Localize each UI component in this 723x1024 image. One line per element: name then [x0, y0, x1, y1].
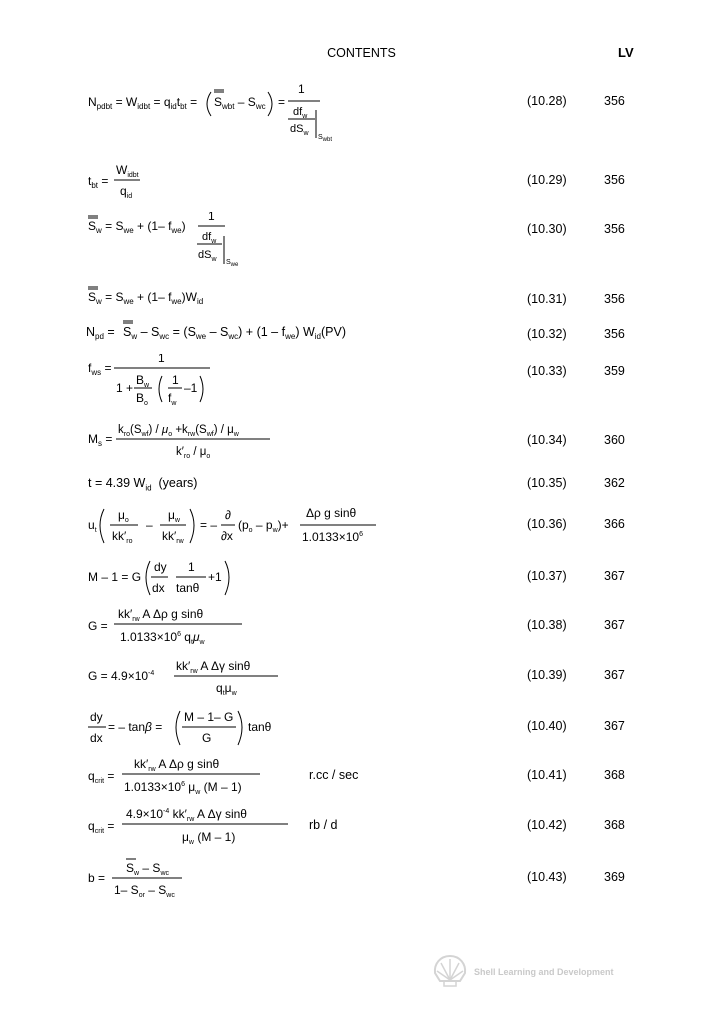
equation-row	[0, 163, 723, 200]
equation-number: (10.42)	[527, 818, 567, 832]
svg-text:G = 4.9×10-4: $G = 4.9\times 10^{-4}$	[88, 669, 155, 683]
equation-formula	[88, 804, 298, 848]
page-header-number: LV	[618, 45, 634, 60]
svg-text:dy: dy	[90, 710, 103, 724]
svg-text:M – 1 = G: M – 1 = G	[88, 570, 142, 584]
equation-formula	[88, 161, 168, 201]
svg-text:M – 1– G: M – 1– G	[184, 710, 234, 724]
equation-unit: rb / d	[309, 818, 338, 832]
svg-text:G =: G =	[88, 619, 108, 633]
svg-text:Widbt: $W_{idbt}$	[116, 163, 139, 179]
svg-text:(po – pw)+: $(p_o - p_w)+$	[238, 518, 289, 534]
equation-row	[0, 212, 723, 268]
equation-formula	[88, 421, 298, 461]
svg-text:fws =: $f_{ws}$ =	[88, 361, 112, 377]
svg-text:tanθ: tanθ	[248, 720, 272, 734]
svg-text:1: 1	[188, 560, 195, 574]
page-reference: 356	[604, 222, 625, 236]
page-reference: 356	[604, 292, 625, 306]
equation-row	[0, 476, 723, 494]
equation-number: (10.37)	[527, 569, 567, 583]
svg-text:kk′rw A Δρ g sinθ: $kk'_{rw}$ A Δρ g sinθ	[134, 757, 220, 773]
page-reference: 367	[604, 569, 625, 583]
equation-row	[0, 607, 723, 646]
svg-text:+1: +1	[208, 570, 222, 584]
svg-text:1.0133×106: $1.0133\times 10^6$	[302, 530, 363, 544]
equation-number: (10.43)	[527, 870, 567, 884]
svg-text:Swe: Swe	[226, 259, 239, 268]
svg-text:tanθ: tanθ	[176, 581, 200, 595]
svg-text:Swbt: Swbt	[318, 134, 333, 142]
equation-number: (10.38)	[527, 618, 567, 632]
equation-formula	[88, 654, 288, 698]
svg-text:1.0133×106 qtμw: $1.0133\times 10^6$ $q_t\mu_w$	[120, 630, 205, 646]
equation-formula	[86, 318, 386, 348]
svg-text:kro(Swf) / μo +krw(Swf) / μw: $k_{ro}(S_{wf}) / \mu_o +k_{rw}(S_{wf}) / \mu_w$	[118, 424, 239, 438]
shell-pecten-icon	[432, 954, 468, 988]
equation-number: (10.36)	[527, 517, 567, 531]
svg-text:= –: = –	[200, 518, 218, 532]
svg-text:Bo: $B_o$	[136, 391, 148, 407]
svg-text:dSw: $dS_w$	[290, 123, 309, 137]
svg-text:kk′rw A Δγ sinθ: $kk'_{rw}$ A Δγ sinθ	[176, 659, 251, 675]
svg-text:1.0133×106 μw (M – 1): $1.0133\times 10^6$ $\mu_w$ (M – 1)	[124, 780, 242, 796]
svg-text:qcrit =: $q_{crit}$ =	[88, 819, 115, 835]
equation-number: (10.32)	[527, 327, 567, 341]
equation-formula	[88, 705, 288, 749]
equation-number: (10.35)	[527, 476, 567, 490]
equation-number: (10.41)	[527, 768, 567, 782]
equation-row	[0, 424, 723, 460]
equation-row	[0, 354, 723, 407]
equation-formula	[88, 212, 288, 272]
page-reference: 356	[604, 327, 625, 341]
logo-text: Shell Learning and Development	[474, 967, 614, 977]
equation-formula	[88, 604, 258, 648]
equation-row	[0, 710, 723, 745]
equation-number: (10.28)	[527, 94, 567, 108]
svg-text:Ms =: $M_s$ =	[88, 432, 113, 448]
equation-number: (10.34)	[527, 433, 567, 447]
equation-number: (10.40)	[527, 719, 567, 733]
svg-text:ut: $u_t$	[88, 518, 97, 534]
svg-text:fw: $f_w$	[168, 391, 177, 407]
svg-text:μo: $\mu_o$	[118, 508, 129, 524]
equation-row	[0, 757, 723, 796]
equation-formula	[88, 754, 278, 798]
svg-text:Npdbt = Widbt = qidtbt =: $N_{pdbt} = W_{idbt} = q_{id}t_{bt}$ =	[88, 95, 198, 111]
equation-formula	[88, 82, 418, 142]
svg-text:Bw: $B_w$	[136, 373, 150, 389]
svg-text:Sw – Swc: $S_w - S_{wc}$	[126, 861, 169, 877]
equation-number: (10.29)	[527, 173, 567, 187]
svg-text:tbt =: $t_{bt}$ =	[88, 174, 109, 190]
page-reference: 356	[604, 94, 625, 108]
svg-text:dx: dx	[90, 731, 103, 745]
svg-text:dSw: $dS_w$	[198, 249, 217, 263]
svg-text:dx: dx	[152, 581, 165, 595]
svg-text:qid: $q_{id}$	[120, 184, 133, 200]
svg-text:Δρ g sinθ: Δρ g sinθ	[306, 506, 357, 520]
equation-formula	[88, 284, 288, 314]
page-reference: 360	[604, 433, 625, 447]
equation-row	[0, 325, 723, 345]
page-reference: 368	[604, 768, 625, 782]
equation-row	[0, 290, 723, 310]
svg-text:1: 1	[172, 373, 179, 387]
equation-number: (10.39)	[527, 668, 567, 682]
svg-text:–: –	[146, 518, 153, 532]
equation-row	[0, 861, 723, 899]
page-reference: 369	[604, 870, 625, 884]
page-reference: 367	[604, 719, 625, 733]
page-reference: 362	[604, 476, 625, 490]
svg-text:dfw: $df_w$	[293, 106, 308, 120]
svg-text:qcrit =: $q_{crit}$ =	[88, 769, 115, 785]
page-reference: 367	[604, 618, 625, 632]
svg-text:Sw = Swe + (1– fwe): $S_w = S_{we} + (1-$ $f_{we}$)	[88, 219, 186, 235]
svg-text:dy: dy	[154, 560, 167, 574]
svg-text:∂x: ∂x	[221, 529, 233, 543]
svg-text:μw: $\mu_w$	[168, 508, 180, 524]
svg-text:kk′rw: $kk'_{rw}$	[162, 529, 184, 545]
formula-text: t = 4.39 W	[88, 476, 146, 490]
svg-text:1 +: 1 +	[116, 381, 134, 395]
svg-text:= – tanβ =: = – tanβ =	[108, 720, 163, 734]
svg-text:Sw – Swc = (Swe – Swc) + (1 –: $S_w - S_{wc} = (S_{we} - S_{wc}) + (1 - f_{we})$ $W_{id}(PV)$	[123, 325, 346, 341]
svg-text:μw (M – 1): $\mu_w$ (M – 1)	[182, 830, 236, 846]
svg-text:qtμw: $q_t\mu_w$	[216, 681, 237, 697]
shell-logo	[430, 954, 640, 988]
equation-row	[0, 82, 723, 142]
page-reference: 367	[604, 668, 625, 682]
svg-text:=: =	[278, 95, 286, 109]
equation-number: (10.30)	[527, 222, 567, 236]
equation-number: (10.31)	[527, 292, 567, 306]
svg-text:1: 1	[158, 354, 165, 365]
svg-text:1: 1	[208, 212, 215, 223]
page-reference: 366	[604, 517, 625, 531]
svg-text:1: 1	[298, 82, 305, 96]
svg-text:k′ro / μo: $k'_{ro} / \mu_o$	[176, 446, 211, 460]
svg-text:kk′ro: $kk'_{ro}$	[112, 529, 133, 545]
equation-number: (10.33)	[527, 364, 567, 378]
page-reference: 368	[604, 818, 625, 832]
equation-row	[0, 659, 723, 697]
equation-formula: t = 4.39 $W_{id}$ (years)	[88, 476, 198, 493]
svg-text:b =: b =	[88, 871, 106, 885]
svg-text:Sw = Swe + (1– fwe)Wid: $S_w = S_{we} + (1-$ $f_{we})W_{id}$	[88, 290, 204, 306]
svg-text:Npd =: $N_{pd}$ =	[86, 325, 115, 341]
svg-text:1– Sor – Swc: 1– $S_{or} - S_{wc}$	[114, 883, 175, 899]
page-header-title: CONTENTS	[327, 46, 396, 60]
page-reference: 356	[604, 173, 625, 187]
formula-unit: (years)	[158, 476, 198, 490]
page-reference: 359	[604, 364, 625, 378]
svg-text:∂: ∂	[225, 508, 231, 522]
svg-text:4.9×10-4 kk′rw A Δγ sinθ: $4.9\times 10^{-4}$ $kk'_{rw}$ A Δγ sinθ	[126, 807, 247, 823]
equation-formula	[88, 856, 198, 900]
equation-formula	[88, 555, 248, 599]
equation-formula	[88, 503, 388, 547]
equation-formula	[88, 354, 228, 414]
svg-text:G: G	[202, 731, 212, 745]
svg-text:dfw: $df_w$	[202, 231, 217, 245]
svg-text:kk′rw A Δρ g sinθ: $kk'_{rw}$ A Δρ g sinθ	[118, 607, 204, 623]
svg-text:–1: –1	[184, 381, 198, 395]
equation-row	[0, 506, 723, 545]
svg-text:Swbt – Swc: $S_{wbt} - S_{wc}$	[214, 95, 266, 111]
equation-row	[0, 560, 723, 595]
equation-row	[0, 807, 723, 846]
equation-unit: r.cc / sec	[309, 768, 359, 782]
